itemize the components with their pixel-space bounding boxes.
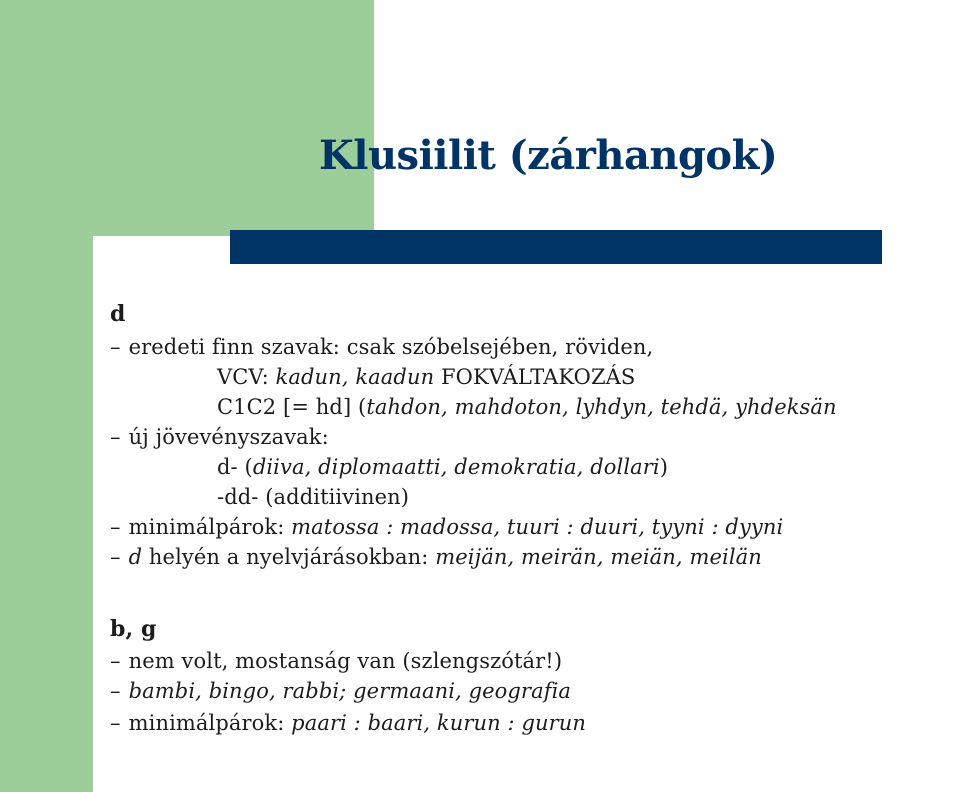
item-text: új jövevényszavak: bbox=[128, 425, 329, 449]
bullet-dash: – bbox=[110, 711, 121, 735]
list-item bbox=[110, 333, 653, 361]
list-subline bbox=[217, 363, 635, 391]
list-subline bbox=[217, 453, 668, 481]
bullet-dash: – bbox=[110, 425, 121, 449]
list-subline bbox=[217, 393, 837, 421]
item-text-italic: kadun, kaadun bbox=[275, 365, 435, 389]
left-green-band bbox=[0, 0, 93, 792]
title-underline-bar bbox=[230, 230, 882, 264]
list-subline bbox=[217, 483, 409, 511]
item-text: eredeti finn szavak: csak szóbelsejében, röviden, bbox=[128, 335, 654, 359]
item-text-italic: bambi, bingo, rabbi; germaani, geografia bbox=[128, 679, 572, 703]
item-text: ) bbox=[659, 455, 669, 479]
item-text: helyén a nyelvjárásokban: bbox=[142, 545, 436, 569]
item-text: nem volt, mostanság van (szlengszótár!) bbox=[128, 649, 563, 673]
item-text-italic: paari : baari, kurun : gurun bbox=[291, 711, 587, 735]
bullet-dash: – bbox=[110, 679, 121, 703]
list-item bbox=[110, 709, 586, 737]
top-green-block bbox=[93, 0, 374, 236]
item-text: FOKVÁLTAKOZÁS bbox=[434, 365, 636, 389]
bullet-dash: – bbox=[110, 515, 121, 539]
bullet-dash: – bbox=[110, 649, 121, 673]
item-text-italic: matossa : madossa, tuuri : duuri, tyyni : dyyni bbox=[291, 515, 784, 539]
item-text-italic: diiva, diplomaatti, demokratia, dollari bbox=[252, 455, 660, 479]
item-text-italic: d bbox=[128, 545, 143, 569]
item-text: -dd- (additiivinen) bbox=[217, 485, 410, 509]
item-text: VCV: bbox=[217, 365, 276, 389]
item-text-italic: tahdon, mahdoton, lyhdyn, tehdä, yhdeksän bbox=[366, 395, 837, 419]
section-heading-d: d bbox=[110, 301, 126, 327]
item-text: d- ( bbox=[217, 455, 253, 479]
item-text: C1C2 [= hd] ( bbox=[217, 395, 367, 419]
list-item bbox=[110, 513, 783, 541]
list-item bbox=[110, 543, 762, 571]
list-item bbox=[110, 677, 571, 705]
item-text-italic: meijän, meirän, meiän, meilän bbox=[435, 545, 762, 569]
item-text: minimálpárok: bbox=[128, 711, 292, 735]
bullet-dash: – bbox=[110, 335, 121, 359]
bullet-dash: – bbox=[110, 545, 121, 569]
list-item bbox=[110, 647, 562, 675]
section-heading-bg: b, g bbox=[110, 616, 157, 642]
list-item bbox=[110, 423, 329, 451]
item-text: minimálpárok: bbox=[128, 515, 292, 539]
slide-title: Klusiilit (zárhangok) bbox=[319, 132, 778, 179]
